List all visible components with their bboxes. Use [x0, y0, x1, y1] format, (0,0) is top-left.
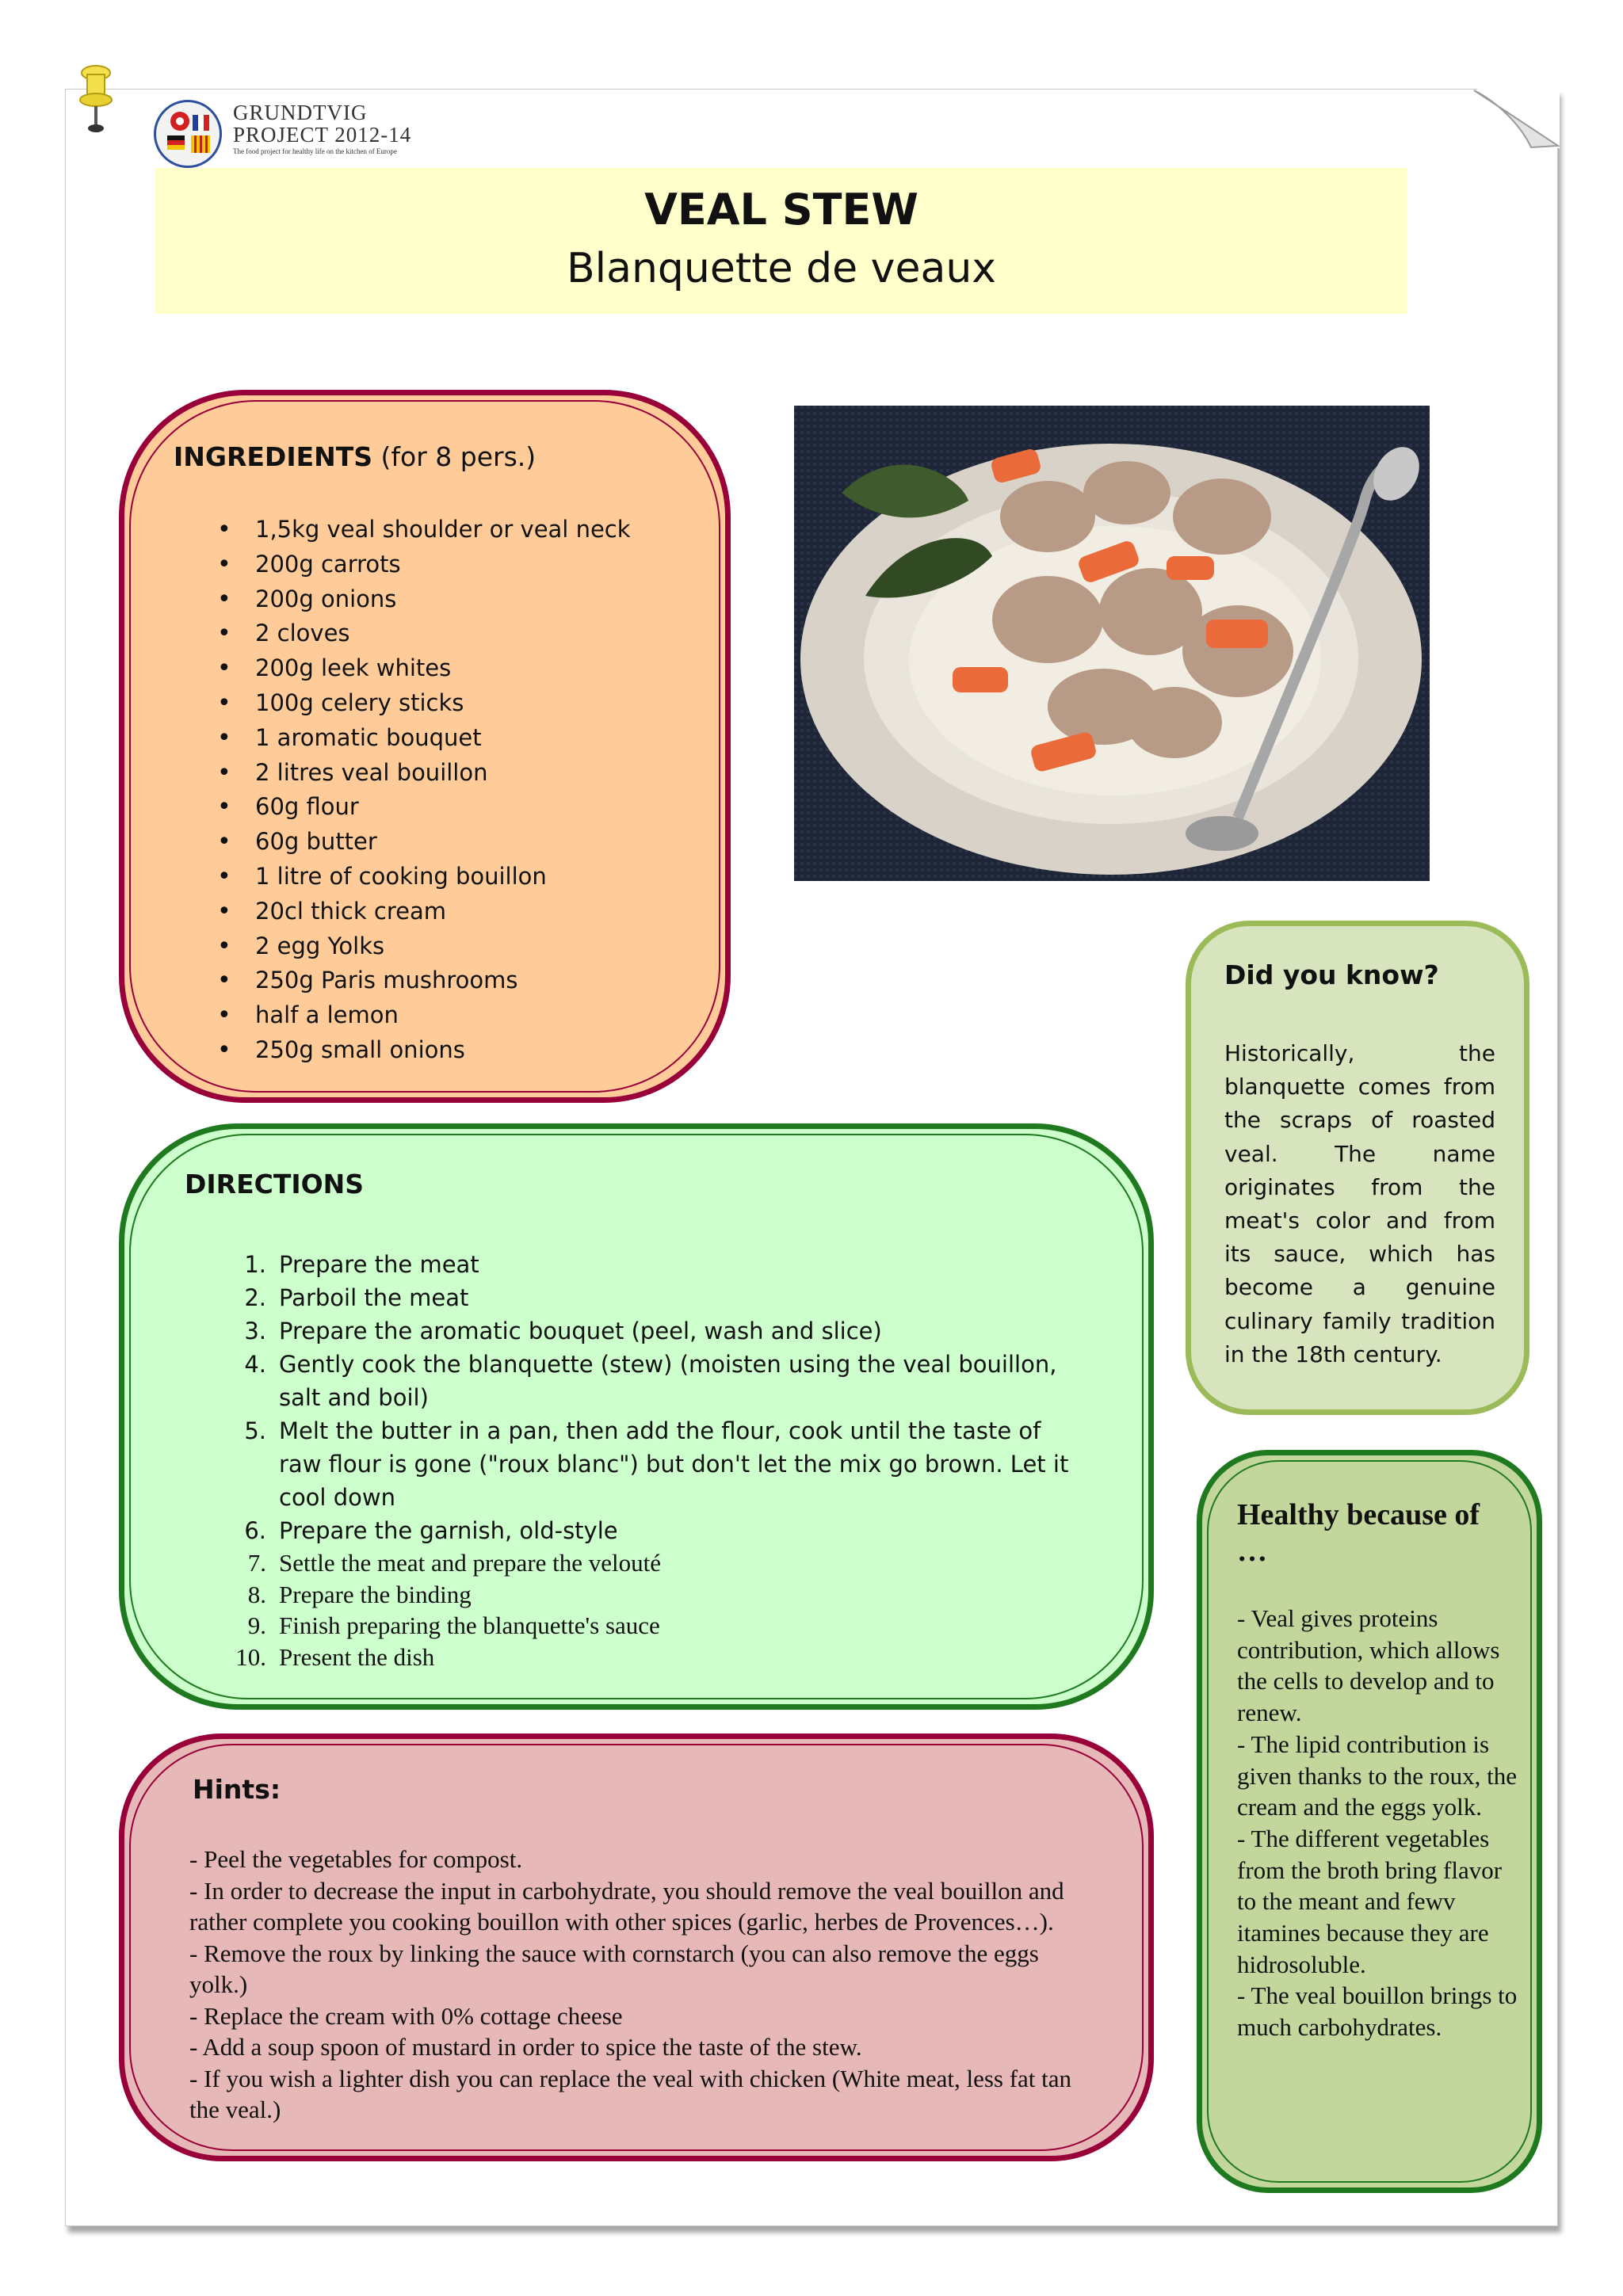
ingredient-item: • 200g leek whites [208, 651, 631, 686]
healthy-heading: Healthy because of … [1237, 1498, 1480, 1568]
ingredients-list [208, 513, 631, 1068]
project-logo [154, 98, 439, 170]
ingredients-heading: INGREDIENTS (for 8 pers.) [174, 441, 537, 472]
hint-line: - Add a soup spoon of mustard in order to spice the taste of the stew. [189, 2033, 862, 2061]
step-text: Prepare the meat [279, 1251, 479, 1278]
logo-line2: PROJECT 2012-14 [233, 123, 412, 147]
hint-line: - If you wish a lighter dish you can replace the veal with chicken (White meat, less fat tan the veal.) [189, 2064, 1072, 2123]
ingredient-item: • half a lemon [208, 998, 631, 1033]
dish-photo [794, 406, 1430, 881]
step-text: Prepare the garnish, old-style [279, 1517, 618, 1544]
step-text: Gently cook the blanquette (stew) (moisten using the veal bouillon, salt and boil) [279, 1351, 1057, 1411]
did-you-know-panel [1186, 921, 1529, 1415]
step-text: Prepare the binding [279, 1580, 472, 1608]
logo-line1: GRUNDTVIG [233, 101, 368, 124]
ingredient-item: • 1,5kg veal shoulder or veal neck [208, 513, 631, 547]
healthy-line: - The veal bouillon brings to much carbohydrates. [1237, 1981, 1518, 2042]
directions-list [231, 1248, 1079, 1672]
hint-line: - Replace the cream with 0% cottage cheese [189, 2001, 623, 2030]
direction-step [231, 1314, 1079, 1348]
step-text: Finish preparing the blanquette's sauce [279, 1611, 660, 1639]
step-number: 10. [235, 1642, 266, 1671]
step-number: 8. [247, 1580, 266, 1608]
direction-step [231, 1348, 1079, 1414]
step-text: Melt the butter in a pan, then add the flour, cook until the taste of raw flour is gone ("roux blanc") but don't let the mix go brown. Let it cool down [279, 1417, 1069, 1511]
healthy-text [1237, 1603, 1522, 2043]
hint-line: - Remove the roux by linking the sauce with cornstarch (you can also remove the eggs yolk.) [189, 1939, 1039, 1998]
direction-step [231, 1248, 1079, 1281]
did-you-know-text: Historically, the blanquette comes from the scraps of roasted veal. The name originates from the meat's color and from its sauce, which has become a genuine culinary family tradition in the 18th century. [1224, 1040, 1495, 1367]
step-number: 6. [244, 1517, 266, 1544]
direction-step [231, 1514, 1079, 1547]
grundtvig-logo [154, 100, 222, 168]
directions-panel [119, 1123, 1154, 1710]
recipe-subtitle: Blanquette de veaux [566, 245, 997, 292]
hints-text [189, 1844, 1077, 2126]
step-number: 5. [244, 1417, 266, 1444]
direction-step [231, 1547, 1079, 1579]
ingredient-item: • 200g carrots [208, 547, 631, 582]
direction-step [231, 1642, 1079, 1673]
step-text: Prepare the aromatic bouquet (peel, wash and slice) [279, 1318, 882, 1344]
logo-tagline: The food project for healthy life on the kitchen of Europe [233, 147, 397, 155]
hints-heading: Hints: [193, 1774, 281, 1805]
ingredient-item: • 200g onions [208, 582, 631, 617]
healthy-panel [1197, 1450, 1542, 2193]
step-text: Parboil the meat [279, 1284, 469, 1311]
ingredient-item: • 1 litre of cooking bouillon [208, 860, 631, 894]
ingredient-item: • 2 litres veal bouillon [208, 756, 631, 791]
direction-step [231, 1414, 1079, 1514]
direction-step [231, 1579, 1079, 1611]
step-text: Present the dish [279, 1642, 435, 1671]
directions-heading: DIRECTIONS [185, 1169, 365, 1199]
ingredient-item: • 250g Paris mushrooms [208, 963, 631, 998]
step-number: 4. [244, 1351, 266, 1378]
hint-line: - Peel the vegetables for compost. [189, 1845, 523, 1873]
step-number: 1. [244, 1251, 266, 1278]
ingredients-panel [119, 390, 731, 1103]
healthy-line: - Veal gives proteins contribution, which allows the cells to develop and to renew. [1237, 1604, 1500, 1727]
ingredient-item: • 60g flour [208, 790, 631, 825]
hints-panel [119, 1733, 1154, 2161]
step-number: 3. [244, 1318, 266, 1344]
page-curl-icon [1472, 86, 1560, 149]
step-number: 9. [247, 1611, 266, 1639]
ingredient-item: • 2 egg Yolks [208, 929, 631, 964]
healthy-line: - The different vegetables from the broth bring flavor to the meant and fewv itamines because they are hidrosoluble. [1237, 1824, 1503, 1978]
ingredient-item: • 100g celery sticks [208, 686, 631, 721]
ingredient-item: • 250g small onions [208, 1033, 631, 1068]
did-you-know-heading: Did you know? [1224, 959, 1439, 990]
hint-line: - In order to decrease the input in carbohydrate, you should remove the veal bouillon and rather complete you cooking bouillon with other spices (garlic, herbes de Provences…). [189, 1876, 1064, 1936]
direction-step [231, 1281, 1079, 1314]
title-banner [155, 168, 1407, 314]
step-number: 7. [247, 1549, 266, 1577]
ingredient-item: • 20cl thick cream [208, 894, 631, 929]
step-text: Settle the meat and prepare the velouté [279, 1549, 662, 1577]
healthy-line: - The lipid contribution is given thanks to the roux, the cream and the eggs yolk. [1237, 1730, 1517, 1821]
recipe-title: VEAL STEW [644, 185, 918, 235]
pushpin-icon [76, 63, 116, 143]
step-number: 2. [244, 1284, 266, 1311]
direction-step [231, 1610, 1079, 1642]
ingredient-item: • 1 aromatic bouquet [208, 721, 631, 756]
ingredient-item: • 60g butter [208, 825, 631, 860]
ingredient-item: • 2 cloves [208, 616, 631, 651]
